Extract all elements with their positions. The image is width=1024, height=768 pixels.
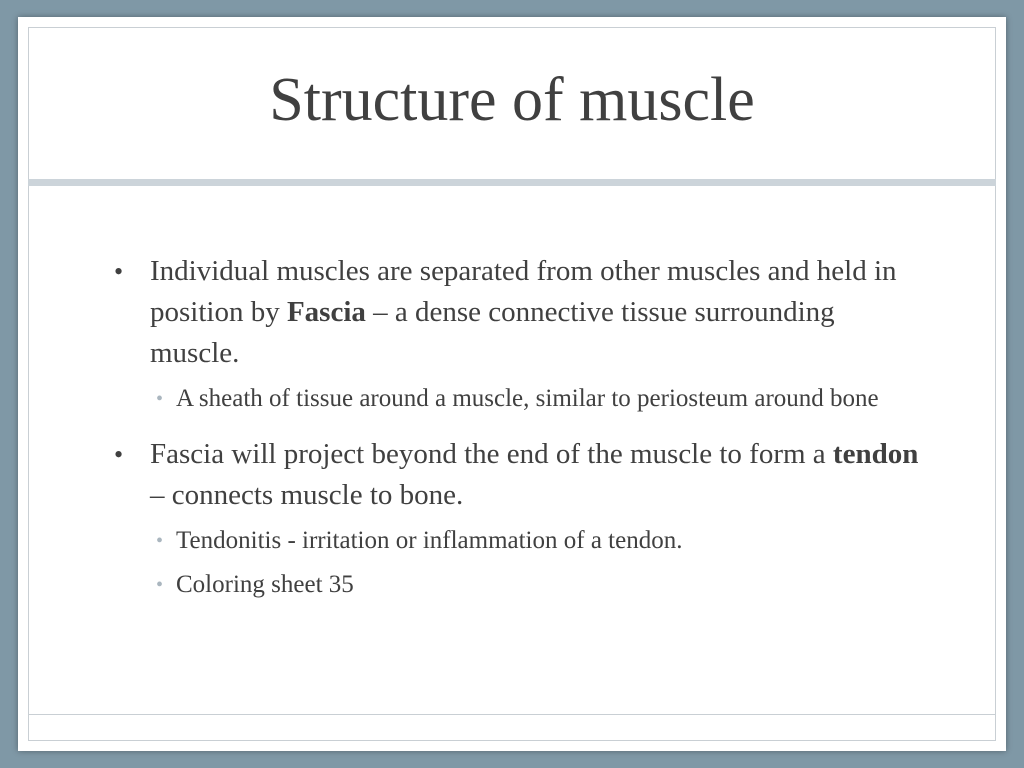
sub-bullet-text: Tendonitis - irritation or inflammation of a tendon. (176, 527, 683, 554)
slide (18, 17, 1006, 751)
slide-title: Structure of muscle (269, 66, 755, 134)
bullet-text: Individual muscles are separated from other muscles and held in position by (150, 255, 897, 328)
sub-bullet-item (108, 566, 928, 604)
sub-bullet-text: Coloring sheet 35 (176, 571, 354, 598)
sub-bullet-item (108, 380, 928, 418)
bullet-item (108, 434, 928, 516)
sub-bullet-item (108, 522, 928, 560)
bullet-text: Fascia will project beyond the end of the muscle to form a (150, 438, 833, 470)
footer-divider (28, 714, 996, 715)
bullet-text: – connects muscle to bone. (150, 479, 464, 511)
title-divider (28, 179, 996, 186)
sub-bullet-text: A sheath of tissue around a muscle, similar to periosteum around bone (176, 385, 879, 412)
bullet-item (108, 251, 928, 374)
bullet-text: – a dense connective tissue surrounding muscle. (150, 296, 835, 369)
bullet-bold-term: Fascia (286, 296, 366, 328)
slide-content (108, 251, 928, 604)
bullet-bold-term: tendon (832, 438, 919, 470)
